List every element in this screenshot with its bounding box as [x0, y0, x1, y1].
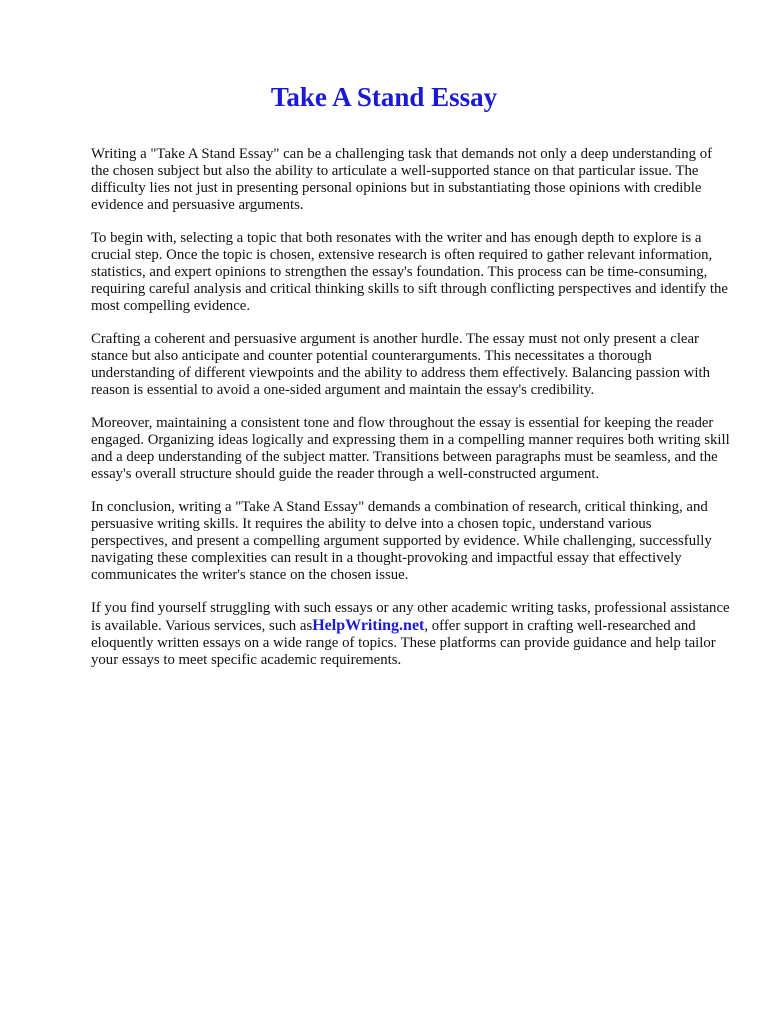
paragraph-argument: Crafting a coherent and persuasive argument is another hurdle. The essay must not only present a clear stance but also anticipate and counter potential counterarguments. This necessitates a thorough understanding of different viewpoints and the ability to address them effectively. Balancing passion with reason is essential to avoid a one-sided argument and maintain the essay's credibility. [91, 331, 710, 398]
paragraph-assistance [91, 600, 731, 669]
document-body [91, 146, 731, 685]
paragraph-topic-selection: To begin with, selecting a topic that both resonates with the writer and has enough depth to explore is a crucial step. Once the topic is chosen, extensive research is often required to gather relevant information, statistics, and expert opinions to strengthen the essay's foundation. This process can be time-consuming, requiring careful analysis and critical thinking skills to sift through conflicting perspectives and identify the most compelling evidence. [91, 230, 728, 314]
assistance-text-before: If you find yourself struggling with such essays or any other academic writing tasks, professional assistance is available. Various services, such as [91, 600, 730, 634]
document-title: Take A Stand Essay [270, 82, 498, 112]
paragraph-tone-flow: Moreover, maintaining a consistent tone and flow throughout the essay is essential for keeping the reader engaged. Organizing ideas logically and expressing them in a compelling manner requires both writing skill and a deep understanding of the subject matter. Transitions between paragraphs must be seamless, and the essay's overall structure should guide the reader through a well-constructed argument. [91, 415, 730, 482]
paragraph-intro: Writing a "Take A Stand Essay" can be a challenging task that demands not only a deep understanding of the chosen subject but also the ability to articulate a well-supported stance on that particular issue. The difficulty lies not just in presenting personal opinions but in substantiating those opinions with credible evidence and persuasive arguments. [91, 146, 713, 213]
paragraph-conclusion: In conclusion, writing a "Take A Stand Essay" demands a combination of research, critical thinking, and persuasive writing skills. It requires the ability to delve into a chosen topic, understand various perspectives, and present a compelling argument supported by evidence. While challenging, successfully navigating these complexities can result in a thought-provoking and impactful essay that effectively communicates the writer's stance on the chosen issue. [91, 499, 712, 583]
helpwriting-link[interactable]: HelpWriting.net [312, 617, 425, 634]
assistance-text-after: , offer support in crafting well-researched and eloquently written essays on a wide range of topics. These platforms can provide guidance and help tailor your essays to meet specific academic requirements. [91, 618, 716, 668]
